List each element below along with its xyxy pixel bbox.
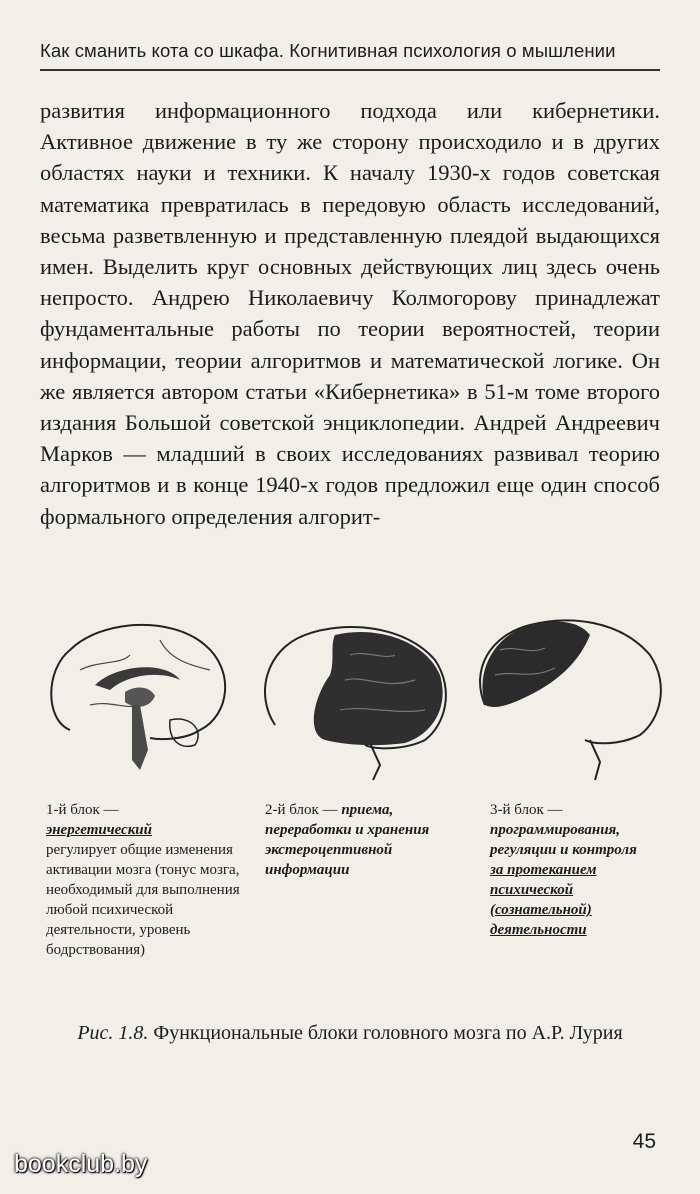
- block1-emphasis: энергетический: [46, 822, 152, 838]
- block3-rest: за протеканием психической (сознательной) деятельности: [490, 862, 597, 938]
- block3-emphasis: программирования, регуляции и контроля: [490, 822, 637, 858]
- figure-caption: [40, 1018, 660, 1048]
- brain-blocks-figure: [40, 600, 670, 800]
- site-watermark: bookclub.by: [14, 1150, 148, 1178]
- brain-block3-illustration: [470, 610, 670, 785]
- figure-caption-text: Функциональные блоки головного мозга по А.Р. Лурия: [153, 1022, 623, 1044]
- running-header: Как сманить кота со шкафа. Когнитивная психология о мышлении: [40, 40, 660, 71]
- block2-caption: [265, 800, 465, 880]
- block2-emphasis: приема, переработки и хранения экстероцептивной информации: [265, 802, 430, 878]
- page-number: 45: [632, 1130, 656, 1153]
- block1-caption: [46, 800, 251, 960]
- block3-caption: [490, 800, 670, 940]
- block1-title: 1-й блок —: [46, 802, 119, 818]
- block1-rest: регулирует общие изменения активации мозга (тонус мозга, необходимый для выполнения любой психической деятельности, уровень бодрствования): [46, 842, 240, 958]
- body-paragraph: развития информационного подхода или кибернетики. Активное движение в ту же сторону происходило и в других областях науки и техники. К началу 1930-х годов советская математика превратилась в передовую область исследований, весьма разветвленную и представленную плеядой выдающихся имен. Выделить круг основных действующих лиц здесь очень непросто. Андрею Николаевичу Колмогорову принадлежат фундаментальные работы по теории вероятностей, теории информации, теории алгоритмов и математической логике. Он же является автором статьи «Кибернетика» в 51-м томе второго издания Большой советской энциклопедии. Андрей Андреевич Марков — младший в своих исследованиях развивал теорию алгоритмов и в конце 1940-х годов предложил еще один способ формального определения алгорит-: [40, 98, 660, 529]
- brain-block2-illustration: [255, 615, 455, 785]
- block2-title: 2-й блок —: [265, 802, 338, 818]
- figure-caption-label: Рис. 1.8.: [77, 1022, 149, 1044]
- block3-title: 3-й блок —: [490, 802, 563, 818]
- brain-block1-illustration: [40, 610, 240, 780]
